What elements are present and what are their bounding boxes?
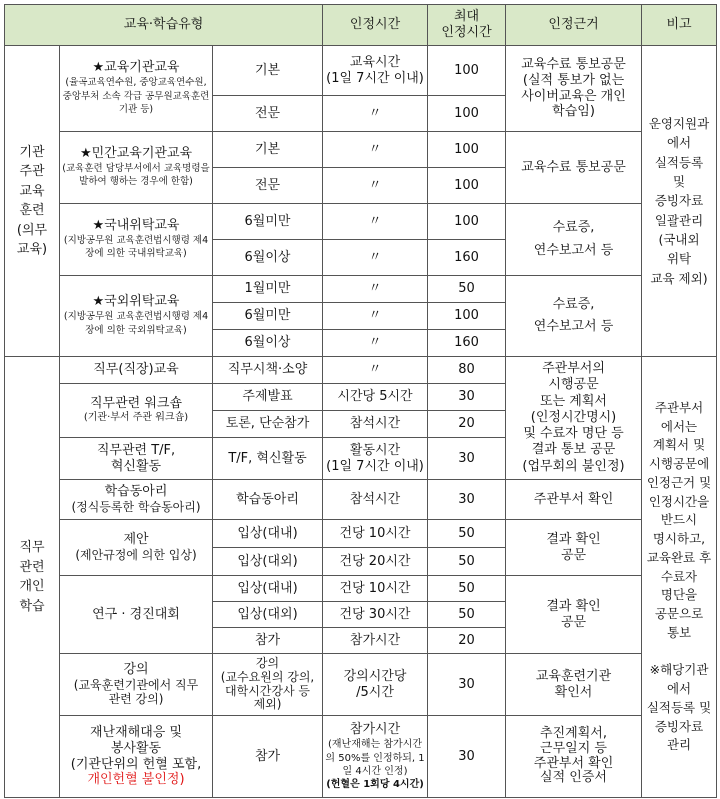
contest-r2-max: 50 [428,602,506,628]
lecture-time: 강의시간당 /5시간 [323,654,428,716]
table-row [5,520,717,548]
workshop-r1-time: 시간당 5시간 [323,384,428,411]
contest-r2-time: 건당 30시간 [323,602,428,628]
disaster-title: 재난재해대응 및 봉사활동 [89,724,183,756]
workshop-r1-max: 30 [428,384,506,411]
header-row [5,5,717,46]
header-time: 인정시간 [323,5,428,46]
overseas-basis: 수료증, 연수보고서 등 [506,276,642,357]
job-edu-title: 직무(직장)교육 [60,357,213,384]
tf-title: 직무관련 T/F, 혁신활동 [60,438,213,480]
job-basis: 주관부서의 시행공문 또는 계획서 (인정시간명시) 및 수료자 명단 등 결과 통보 공문 (업무회의 불인정) [506,357,642,480]
contest-r3: 참가 [213,628,323,654]
domestic-r1-max: 100 [428,204,506,240]
edu-inst-basic: 기본 [213,46,323,96]
private-inst-spec-max: 100 [428,168,506,204]
overseas-r2-time: 〃 [323,303,428,330]
job-edu-sub: 직무시책·소양 [213,357,323,384]
tf-time: 활동시간 (1일 7시간 이내) [323,438,428,480]
disaster-time: 참가시간 [349,722,401,738]
tf-sub: T/F, 혁신활동 [213,438,323,480]
header-note: 비고 [642,5,717,46]
lecture-max: 30 [428,654,506,716]
header-basis: 인정근거 [506,5,642,46]
overseas-r2-max: 100 [428,303,506,330]
contest-r2: 입상(대외) [213,602,323,628]
overseas-desc: (지방공무원 교육훈련법시행령 제4장에 의한 국외위탁교육) [63,311,209,336]
overseas-r3-time: 〃 [323,330,428,357]
workshop-title: 직무관련 워크숍 [89,396,183,412]
disaster-cell [60,716,213,798]
edu-inst-cell [60,46,213,132]
proposal-desc: (제안규정에 의한 입상) [75,548,197,563]
workshop-r2: 토론, 단순참가 [213,411,323,438]
study-title: 학습동아리 [104,484,168,500]
edu-inst-basic-max: 100 [428,46,506,96]
disaster-desc: (기관단위의 헌혈 포함, [70,756,202,772]
job-edu-max: 80 [428,357,506,384]
proposal-r1: 입상(대내) [213,520,323,548]
workshop-r1: 주제발표 [213,384,323,411]
private-inst-spec-time: 〃 [323,168,428,204]
workshop-desc: (기관·부서 주관 워크숍) [83,412,189,424]
table-row [5,480,717,520]
private-inst-basic-time: 〃 [323,132,428,168]
proposal-cell [60,520,213,576]
edu-inst-title: ★교육기관교육 [92,59,180,75]
workshop-cell [60,384,213,438]
contest-title: 연구 · 경진대회 [60,576,213,654]
lecture-sub: 강의 (교수요원의 강의, 대학시간강사 등 제외) [213,654,323,716]
table-row [5,276,717,303]
disaster-basis: 추진계획서, 근무일지 등 주관부서 확인 실적 인증서 [506,716,642,798]
proposal-title: 제안 [123,532,149,548]
workshop-r2-max: 20 [428,411,506,438]
job-edu-time: 〃 [323,357,428,384]
header-type: 교육·학습유형 [5,5,323,46]
study-time: 참석시간 [323,480,428,520]
lecture-basis: 교육훈련기관 확인서 [506,654,642,716]
disaster-time-cell [323,716,428,798]
contest-r1: 입상(대내) [213,576,323,602]
overseas-r3-max: 160 [428,330,506,357]
workshop-r2-time: 참석시간 [323,411,428,438]
proposal-r2-time: 건당 20시간 [323,548,428,576]
group-org-training: 기관 주관 교육 훈련 (의무 교육) [5,46,60,357]
study-desc: (정식등록한 학습동아리) [71,500,201,515]
table-row [5,576,717,602]
edu-inst-spec: 전문 [213,96,323,132]
table-row [5,132,717,168]
edu-inst-desc: (율곡교육연수원, 중앙교육연수원, 중앙부처 소속 각급 공무원교육훈련기관 등) [62,76,210,116]
domestic-r1: 6월미만 [213,204,323,240]
overseas-r1-time: 〃 [323,276,428,303]
private-inst-basic-max: 100 [428,132,506,168]
edu-inst-basis: 교육수료 통보공문 (실적 통보가 없는 사이버교육은 개인 학습임) [506,46,642,132]
overseas-cell [60,276,213,357]
lecture-desc: (교육훈련기관에서 직무 관련 강의) [73,677,199,707]
edu-inst-spec-max: 100 [428,96,506,132]
table-row [5,204,717,240]
domestic-cell [60,204,213,276]
contest-r1-time: 건당 10시간 [323,576,428,602]
group-job-learning: 직무 관련 개인 학습 [5,357,60,798]
header-max: 최대 인정시간 [428,5,506,46]
disaster-desc-red: 개인헌혈 불인정) [87,772,185,788]
proposal-r2-max: 50 [428,548,506,576]
domestic-r1-time: 〃 [323,204,428,240]
study-max: 30 [428,480,506,520]
disaster-max: 30 [428,716,506,798]
table-row [5,357,717,384]
private-inst-desc: (교육훈련 담당부서에서 교육명령을 발하여 행하는 경우에 한함) [62,162,210,188]
table-row [5,46,717,96]
proposal-basis: 결과 확인 공문 [506,520,642,576]
private-inst-basic: 기본 [213,132,323,168]
disaster-time-bold: (헌혈은 1회당 4시간) [326,778,424,790]
edu-inst-basic-time: 교육시간 (1일 7시간 이내) [323,46,428,96]
proposal-r1-time: 건당 10시간 [323,520,428,548]
org-note: 운영지원과에서 실적등록 및 증빙자료 일괄관리 (국내외 위탁 교육 제외) [642,46,717,357]
proposal-r2: 입상(대외) [213,548,323,576]
lecture-cell [60,654,213,716]
study-basis: 주관부서 확인 [506,480,642,520]
tf-max: 30 [428,438,506,480]
domestic-title: ★국내위탁교육 [92,217,180,233]
disaster-time-note: (재난재해는 참가시간의 50%를 인정하되, 1일 4시간 인정) [325,739,425,778]
lecture-title: 강의 [123,661,149,677]
education-hours-table [4,4,717,798]
table-row [5,716,717,798]
private-inst-title: ★민간교육기관교육 [79,145,193,161]
contest-basis: 결과 확인 공문 [506,576,642,654]
private-inst-spec: 전문 [213,168,323,204]
domestic-r2: 6월이상 [213,240,323,276]
private-inst-cell [60,132,213,204]
contest-r1-max: 50 [428,576,506,602]
proposal-r1-max: 50 [428,520,506,548]
domestic-r2-time: 〃 [323,240,428,276]
domestic-desc: (지방공무원 교육훈련법시행령 제4장에 의한 국내위탁교육) [63,234,209,260]
overseas-r3: 6월이상 [213,330,323,357]
contest-r3-time: 참가시간 [323,628,428,654]
overseas-r1: 1월미만 [213,276,323,303]
domestic-basis: 수료증, 연수보고서 등 [506,204,642,276]
study-sub: 학습동아리 [213,480,323,520]
study-cell [60,480,213,520]
job-note: 주관부서 에서는 계획서 및 시행공문에 인정근거 및 인정시간을 반드시 명시하고, 교육완료 후 수료자 명단을 공문으로 통보 ※해당기관 에서 실적등록 및 증빙자료 관리 [642,357,717,798]
table-row [5,654,717,716]
contest-r3-max: 20 [428,628,506,654]
overseas-r1-max: 50 [428,276,506,303]
domestic-r2-max: 160 [428,240,506,276]
edu-inst-spec-time: 〃 [323,96,428,132]
disaster-sub: 참가 [213,716,323,798]
overseas-r2: 6월미만 [213,303,323,330]
private-inst-basis: 교육수료 통보공문 [506,132,642,204]
overseas-title: ★국외위탁교육 [92,294,180,310]
